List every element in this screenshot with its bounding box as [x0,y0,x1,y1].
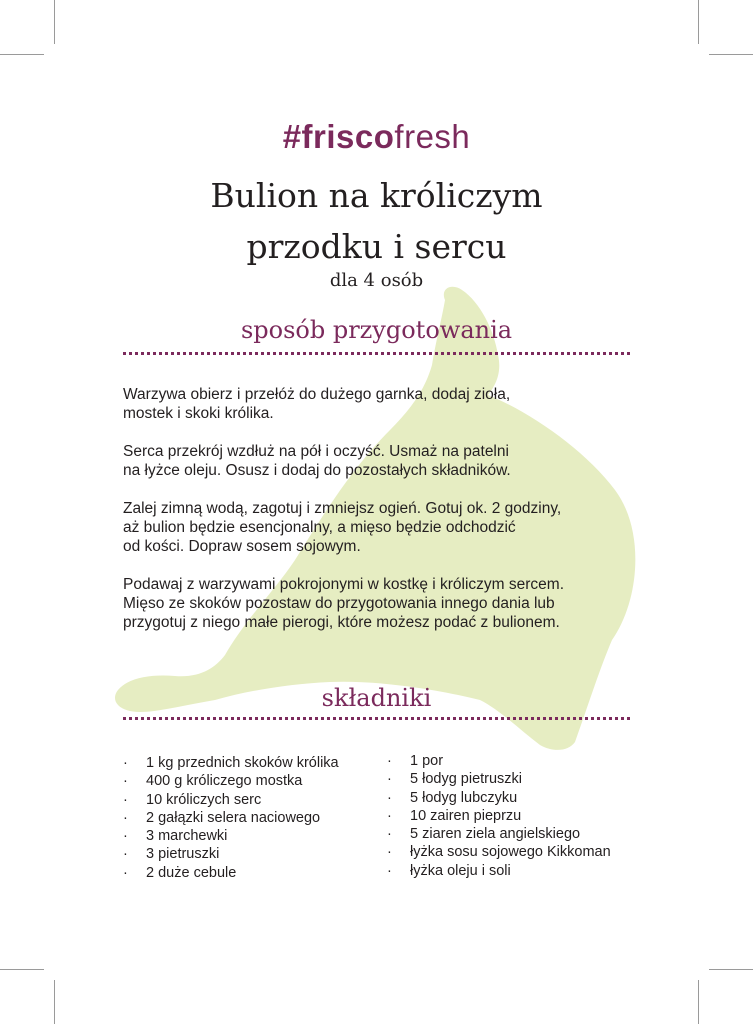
step-line: Zalej zimną wodą, zagotuj i zmniejsz ogień. Gotuj ok. 2 godziny, [123,500,562,517]
list-item: · 2 gałązki selera naciowego [123,809,339,827]
list-item: · 400 g króliczego mostka [123,772,339,790]
step-line: Warzywa obierz i przełóż do dużego garnka, dodaj zioła, [123,386,511,403]
ingredients-heading: składniki [321,684,432,712]
list-item: · 1 por [387,752,611,770]
step-line: przygotuj z niego małe pierogi, które możesz podać z bulionem. [123,614,560,631]
servings: dla 4 osób [329,270,424,291]
step-paragraph [123,385,643,423]
step-paragraph [123,499,643,556]
preparation-steps [123,385,643,651]
brand-bold: #frisco [282,118,395,155]
recipe-title [0,170,753,272]
step-line: Serca przekrój wzdłuż na pół i oczyść. Usmaż na patelni [123,443,509,460]
list-item: · 3 marchewki [123,827,339,845]
list-item: · łyżka sosu sojowego Kikkoman [387,843,611,861]
preparation-heading: sposób przygotowania [240,316,513,344]
list-item: · 5 łodyg lubczyku [387,789,611,807]
list-item: · 10 króliczych serc [123,791,339,809]
title-line-1: Bulion na króliczym [210,176,543,215]
list-item: · 5 ziaren ziela angielskiego [387,825,611,843]
dotted-divider [123,717,630,720]
list-item: · 10 zairen pieprzu [387,807,611,825]
step-line: od kości. Dopraw sosem sojowym. [123,538,361,555]
title-line-2: przodku i sercu [246,227,507,266]
brand-logo [0,118,753,156]
step-line: Podawaj z warzywami pokrojonymi w kostkę i króliczym sercem. [123,576,565,593]
list-item: · łyżka oleju i soli [387,862,611,880]
step-paragraph [123,575,643,632]
brand-light: fresh [394,118,471,155]
step-paragraph [123,442,643,480]
step-line: aż bulion będzie esencjonalny, a mięso będzie odchodzić [123,519,516,536]
step-line: mostek i skoki królika. [123,405,274,422]
ingredients-list-left [123,754,339,882]
step-line: Mięso ze skoków pozostaw do przygotowania innego dania lub [123,595,555,612]
ingredients-list-right [387,752,611,880]
list-item: · 5 łodyg pietruszki [387,770,611,788]
dotted-divider [123,352,630,355]
step-line: na łyżce oleju. Osusz i dodaj do pozostałych składników. [123,462,511,479]
list-item: · 1 kg przednich skoków królika [123,754,339,772]
list-item: · 2 duże cebule [123,864,339,882]
list-item: · 3 pietruszki [123,845,339,863]
